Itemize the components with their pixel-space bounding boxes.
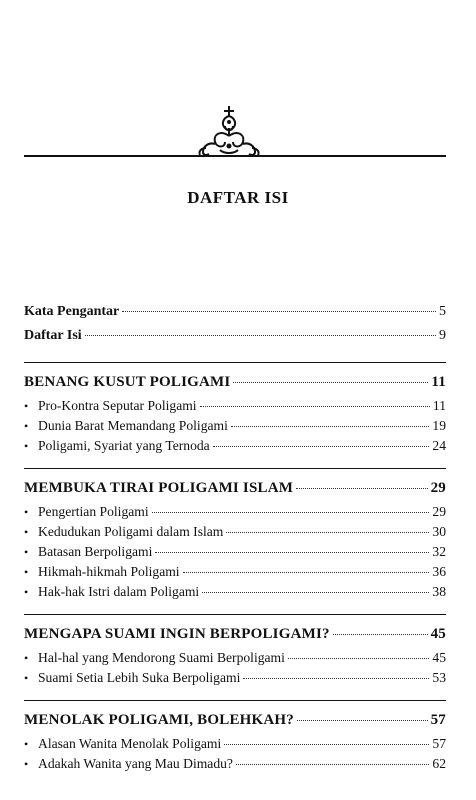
toc-item[interactable] (24, 544, 446, 564)
bullet: • (24, 585, 29, 599)
toc-item[interactable] (24, 504, 446, 524)
item-page: 62 (432, 756, 446, 771)
toc-item[interactable] (24, 650, 446, 670)
toc-entry-title: Kata Pengantar (24, 304, 120, 319)
item-page: 45 (432, 650, 446, 665)
item-page: 24 (432, 438, 446, 453)
bullet: • (24, 757, 29, 771)
item-page: 32 (432, 544, 446, 559)
item-title: Hal-hal yang Mendorong Suami Berpoligami (38, 650, 285, 665)
bullet: • (24, 651, 29, 665)
bullet: • (24, 525, 29, 539)
dot-leader (297, 720, 428, 721)
dot-leader (333, 634, 428, 635)
toc-item[interactable] (24, 584, 446, 604)
bullet: • (24, 505, 29, 519)
bullet: • (24, 565, 29, 579)
toc-item[interactable] (24, 418, 446, 438)
toc-item[interactable] (24, 736, 446, 756)
dot-leader (231, 426, 430, 427)
toc-item[interactable] (24, 756, 446, 776)
item-title: Dunia Barat Memandang Poligami (38, 418, 228, 433)
table-of-contents (24, 304, 446, 776)
dot-leader (296, 488, 427, 489)
toc-item[interactable] (24, 670, 446, 690)
item-title: Batasan Berpoligami (38, 544, 153, 559)
dot-leader (224, 744, 429, 745)
dot-leader (200, 406, 430, 407)
toc-entry-kata-pengantar[interactable] (24, 304, 446, 328)
chapter-page: 45 (430, 626, 446, 642)
toc-entry-daftar-isi[interactable] (24, 328, 446, 352)
item-page: 29 (432, 504, 446, 519)
chapter-title: MEMBUKA TIRAI POLIGAMI ISLAM (24, 480, 294, 496)
toc-item[interactable] (24, 524, 446, 544)
bullet: • (24, 545, 29, 559)
item-page: 53 (432, 670, 446, 685)
dot-leader (202, 592, 429, 593)
item-page: 36 (432, 564, 446, 579)
page-title: DAFTAR ISI (187, 188, 289, 207)
toc-entry-title: Daftar Isi (24, 328, 82, 343)
item-page: 30 (432, 524, 446, 539)
toc-item[interactable] (24, 398, 446, 418)
dot-leader (243, 678, 429, 679)
chapter-title: BENANG KUSUT POLIGAMI (24, 374, 231, 390)
dot-leader (152, 512, 430, 513)
toc-chapter-3[interactable] (24, 626, 446, 650)
item-title: Alasan Wanita Menolak Poligami (38, 736, 222, 751)
item-title: Hikmah-hikmah Poligami (38, 564, 180, 579)
item-page: 11 (432, 398, 446, 413)
chapter-title: MENGAPA SUAMI INGIN BERPOLIGAMI? (24, 626, 330, 642)
floral-ornament-icon (196, 104, 262, 158)
item-title: Kedudukan Poligami dalam Islam (38, 524, 224, 539)
dot-leader (233, 382, 428, 383)
bullet: • (24, 399, 29, 413)
dot-leader (155, 552, 429, 553)
item-title: Suami Setia Lebih Suka Berpoligami (38, 670, 241, 685)
toc-chapter-2[interactable] (24, 480, 446, 504)
chapter-title: MENOLAK POLIGAMI, BOLEHKAH? (24, 712, 295, 728)
toc-chapter-4[interactable] (24, 712, 446, 736)
dot-leader (213, 446, 430, 447)
item-title: Pro-Kontra Seputar Poligami (38, 398, 197, 413)
item-page: 57 (432, 736, 446, 751)
dot-leader (122, 311, 436, 312)
chapter-page: 29 (430, 480, 446, 496)
dot-leader (226, 532, 429, 533)
item-title: Pengertian Poligami (38, 504, 149, 519)
header-rule (24, 155, 446, 157)
item-page: 38 (432, 584, 446, 599)
toc-entry-page: 5 (439, 304, 446, 319)
dot-leader (85, 335, 436, 336)
item-title: Adakah Wanita yang Mau Dimadu? (38, 756, 233, 771)
bullet: • (24, 419, 29, 433)
item-title: Poligami, Syariat yang Ternoda (38, 438, 210, 453)
bullet: • (24, 671, 29, 685)
toc-entry-page: 9 (439, 328, 446, 343)
item-page: 19 (432, 418, 446, 433)
dot-leader (183, 572, 430, 573)
bullet: • (24, 737, 29, 751)
dot-leader (288, 658, 430, 659)
item-title: Hak-hak Istri dalam Poligami (38, 584, 200, 599)
toc-chapter-1[interactable] (24, 374, 446, 398)
toc-item[interactable] (24, 564, 446, 584)
chapter-page: 57 (430, 712, 446, 728)
toc-item[interactable] (24, 438, 446, 458)
chapter-page: 11 (431, 374, 446, 390)
dot-leader (236, 764, 429, 765)
bullet: • (24, 439, 29, 453)
